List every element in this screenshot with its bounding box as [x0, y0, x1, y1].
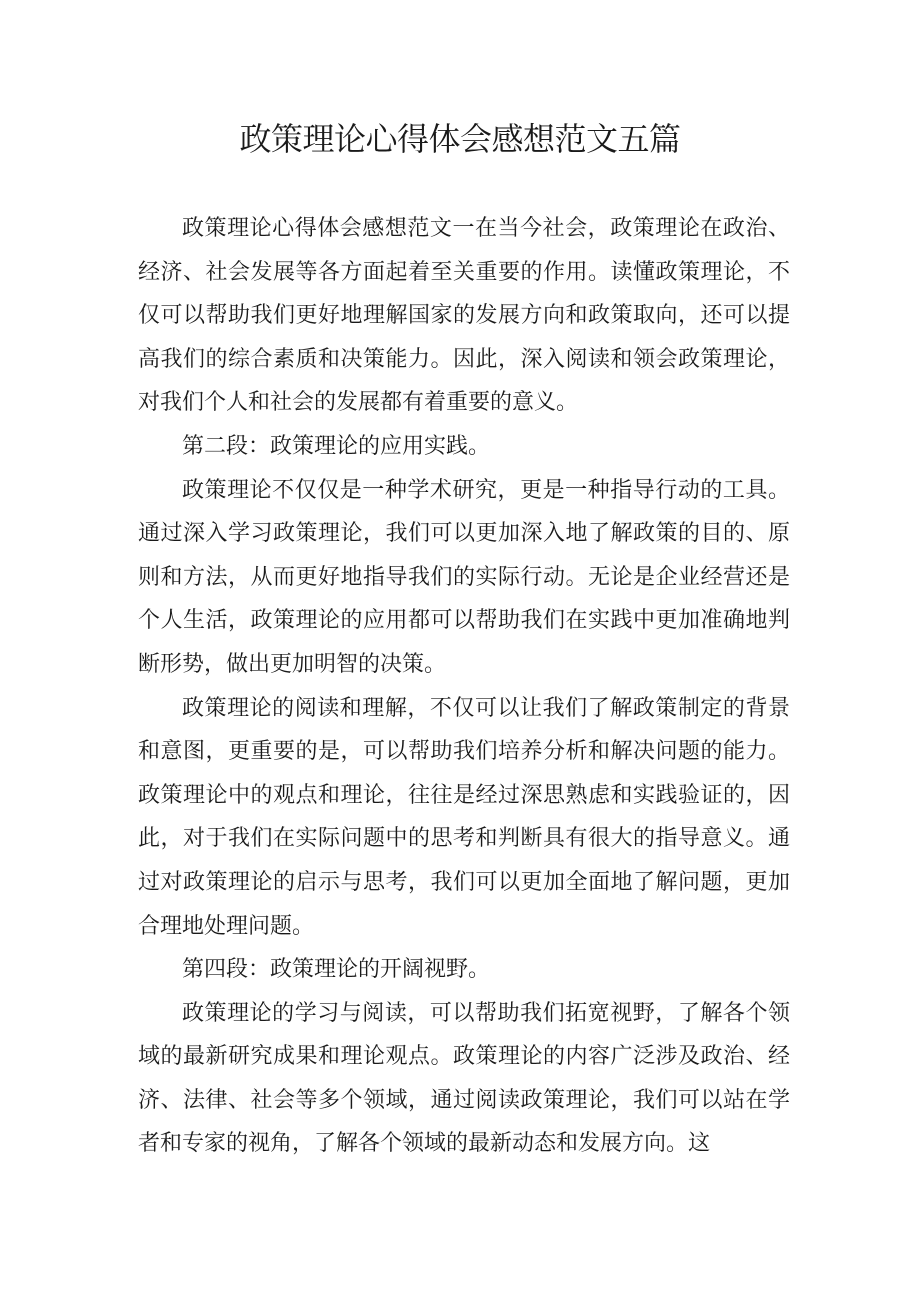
document-title: 政策理论心得体会感想范文五篇	[239, 120, 681, 158]
paragraph-4: 政策理论的阅读和理解，不仅可以让我们了解政策制定的背景和意图，更重要的是，可以帮助我们培养分析和解决问题的能力。政策理论中的观点和理论，往往是经过深思熟虑和实践验证的，因此，对于我们在实际问题中的思考和判断具有很大的指导意义。通过对政策理论的启示与思考，我们可以更加全面地了解问题，更加合理地处理问题。	[138, 695, 790, 939]
paragraph-6: 政策理论的学习与阅读，可以帮助我们拓宽视野，了解各个领域的最新研究成果和理论观点。政策理论的内容广泛涉及政治、经济、法律、社会等多个领域，通过阅读政策理论，我们可以站在学者和专家的视角，了解各个领域的最新动态和发展方向。这	[138, 1000, 790, 1157]
paragraph-5-section-heading: 第四段：政策理论的开阔视野。	[182, 957, 491, 983]
document-body	[138, 207, 790, 1166]
paragraph-3: 政策理论不仅仅是一种学术研究，更是一种指导行动的工具。通过深入学习政策理论，我们可以更加深入地了解政策的目的、原则和方法，从而更好地指导我们的实际行动。无论是企业经营还是个人生活，政策理论的应用都可以帮助我们在实践中更加准确地判断形势，做出更加明智的决策。	[138, 477, 790, 677]
paragraph-1: 政策理论心得体会感想范文一在当今社会，政策理论在政治、经济、社会发展等各方面起着至关重要的作用。读懂政策理论，不仅可以帮助我们更好地理解国家的发展方向和政策取向，还可以提高我们的综合素质和决策能力。因此，深入阅读和领会政策理论，对我们个人和社会的发展都有着重要的意义。	[138, 216, 790, 416]
paragraph-2-section-heading: 第二段：政策理论的应用实践。	[182, 433, 491, 459]
